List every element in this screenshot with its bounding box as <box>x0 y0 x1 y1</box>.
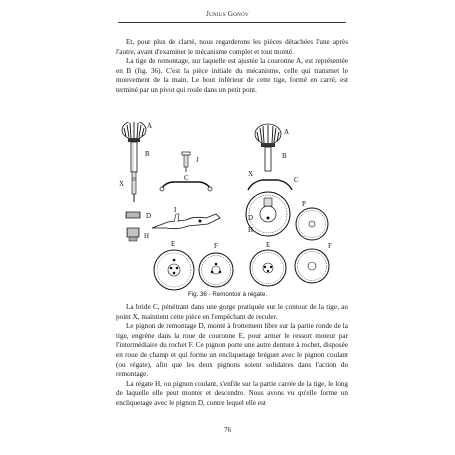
label-x-right: X <box>248 170 254 178</box>
header-rule <box>118 22 346 23</box>
paragraph: Et, pour plus de clarté, nous regarderons les pièces détachées l'une après l'autre, avant d'examiner le mécanisme complet et tout monté. <box>116 38 348 56</box>
remontoir-figure <box>116 122 348 292</box>
ratchet-f-mid-illustration <box>199 253 233 287</box>
label-h-left: H <box>144 232 150 240</box>
label-a-left: A <box>147 122 153 130</box>
figure-caption: Fig. 36 - Remontoir à régate. <box>187 291 268 298</box>
wheel-p-illustration <box>296 208 328 240</box>
stem-left-illustration <box>131 142 137 202</box>
label-i: I <box>174 206 177 214</box>
label-b-left: B <box>145 150 150 158</box>
label-b-right: B <box>282 152 287 160</box>
pinion-d-left-illustration <box>126 212 140 218</box>
paragraph: La régate H, ou pignon coulant, s'enfile sur la partie carrée de la tige, le long de laquelle elle peut monter et descendre. Nous avons vu qu'elle forme un encliquetage avec le pignon D, contre lequel elle est <box>116 379 348 407</box>
paragraph: La bride C, pénétrant dans une gorge pratiquée sur le contour de la tige, au point X, maintient cette pièce en l'empêchant de reculer. <box>116 303 348 321</box>
label-a-right: A <box>284 128 290 136</box>
running-head: Junius Gonov <box>206 10 249 18</box>
label-c-mid: C <box>184 174 189 182</box>
text-block-bottom <box>116 303 348 409</box>
lever-i-illustration <box>152 214 220 229</box>
crown-right-illustration <box>255 124 281 171</box>
bride-c-illustration <box>160 182 212 191</box>
pinion-h-left-illustration <box>127 228 139 241</box>
ratchet-f-right-illustration <box>295 249 329 283</box>
bride-c-right-illustration <box>248 180 292 190</box>
label-p: P <box>302 200 306 208</box>
label-j: J <box>196 156 199 164</box>
label-c-right: C <box>294 176 299 184</box>
label-x-left: X <box>119 180 125 188</box>
wheel-e-right-lower-illustration <box>250 250 286 286</box>
label-f-mid: F <box>214 242 218 250</box>
wheel-e-mid-illustration <box>154 250 194 290</box>
paragraph: Le pignon de remontage D, monté à frottement libre sur la partie ronde de la tige, engrène dans la roue de couronne E, pour armer le ressort moteur par l'intermédiaire du rochet F. Ce pignon porte une autre denture à rochet, disposée en roue de champ et qui forme un encliquetage bréguet avec le pignon coulant (ou régate), afin que les deux pignons soient solidaires dans l'action du remontage. <box>116 322 348 379</box>
label-e-right: E <box>266 241 271 249</box>
crown-left-illustration <box>122 122 146 142</box>
paragraph: La tige de remontage, sur laquelle est ajustée la couronne A, est représentée en B (fig. 36). C'est la pièce initiale du mécanisme, celle qui transmet le mouvement de la main. Le bout inférieur de cette tige, formé en carré, est terminé par un pivot qui roule dans un petit pont. <box>116 57 348 94</box>
label-f-right: F <box>328 242 332 250</box>
label-e-mid: E <box>171 240 176 248</box>
page-number: 76 <box>224 426 231 434</box>
label-d-right: D <box>248 214 254 222</box>
text-block-top <box>116 38 348 96</box>
part-j-illustration <box>182 152 190 172</box>
label-h-right: H <box>248 226 254 234</box>
label-d-left: D <box>146 212 152 220</box>
